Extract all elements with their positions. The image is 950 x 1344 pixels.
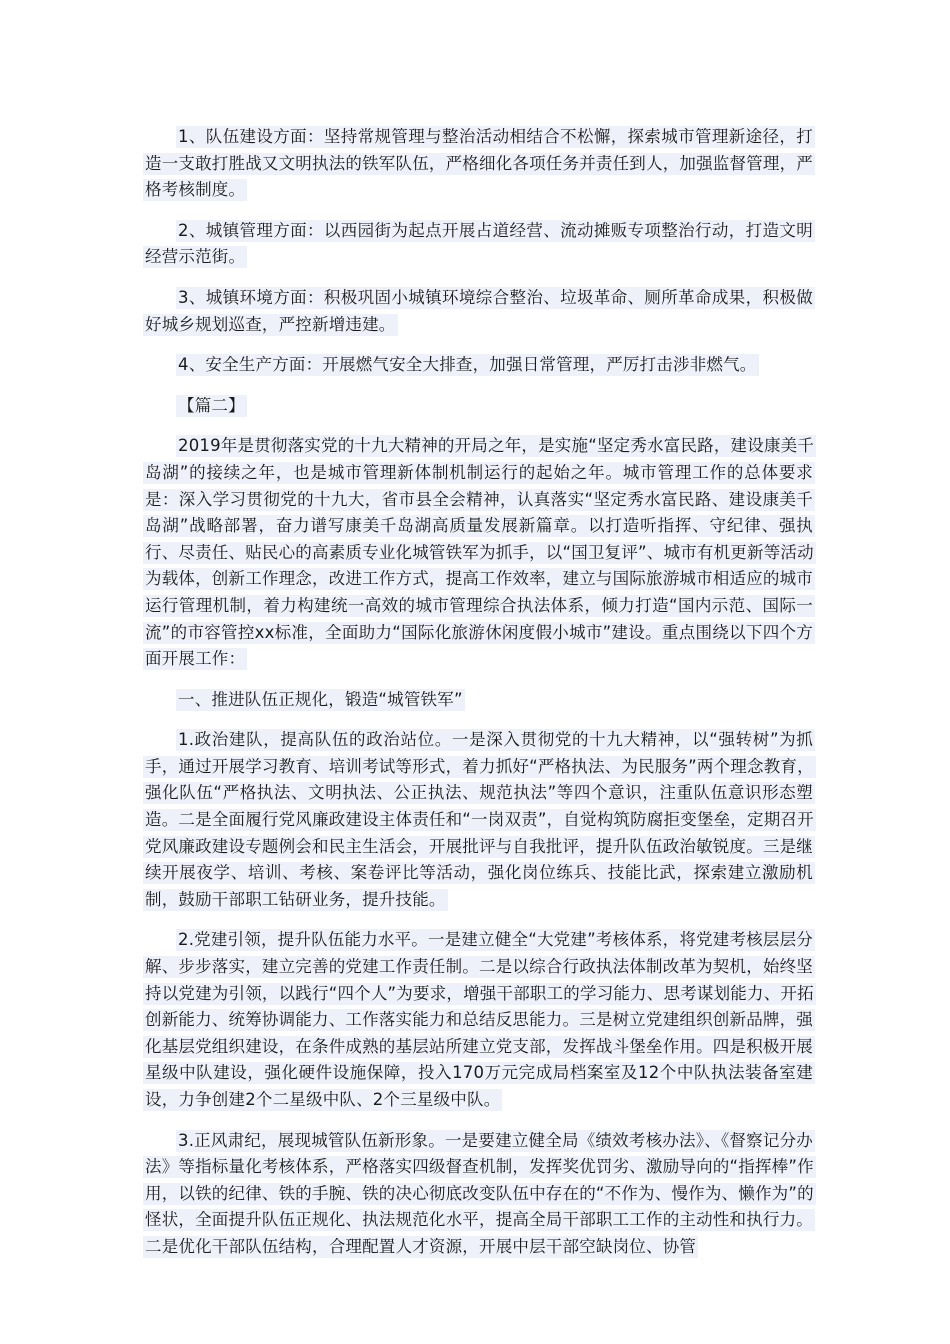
paragraph-party-leadership — [143, 927, 815, 1113]
paragraph-text: 1.政治建队，提高队伍的政治站位。一是深入贯彻党的十九大精神，以“强转树”为抓手，通过开展学习教育、培训考试等形式，着力抓好“严格执法、为民服务”两个理念教育，强化队伍“严格执法、文明执法、公正执法、规范执法”等四个意识，注重队伍意识形态塑造。二是全面履行党风廉政建设主体责任和“一岗双责”，自觉构筑防腐拒变堡垒，定期召开党风廉政建设专题例会和民主生活会，开展批评与自我批评，提升队伍政治敏锐度。三是继续开展夜学、培训、考核、案卷评比等活动，强化岗位练兵、技能比武，探索建立激励机制，鼓励干部职工钻研业务，提升技能。 — [145, 730, 814, 909]
paragraph-team-building — [143, 124, 815, 204]
heading-text: 【篇二】 — [178, 395, 245, 415]
section-heading-one — [143, 687, 815, 714]
paragraph-text: 2019年是贯彻落实党的十九大精神的开局之年，是实施“坚定秀水富民路，建设康美千岛湖”的接续之年，也是城市管理新体制机制运行的起始之年。城市管理工作的总体要求是：深入学习贯彻党的十九大，省市县全会精神，认真落实“坚定秀水富民路、建设康美千岛湖”战略部署，奋力谱写康美千岛湖高质量发展新篇章。以打造听指挥、守纪律、强执行、尽责任、贴民心的高素质专业化城管铁军为抓手，以“国卫复评”、城市有机更新等活动为载体，创新工作理念，改进工作方式，提高工作效率，建立与国际旅游城市相适应的城市运行管理机制，着力构建统一高效的城市管理综合执法体系，倾力打造“国内示范、国际一流”的市容管控xx标准，全面助力“国际化旅游休闲度假小城市”建设。重点围绕以下四个方面开展工作： — [145, 436, 815, 669]
paragraph-political-team — [143, 727, 815, 913]
document-body — [143, 124, 815, 1275]
paragraph-text: 3、城镇环境方面：积极巩固小城镇环境综合整治、垃圾革命、厕所革命成果，积极做好城乡规划巡查，严控新增违建。 — [145, 287, 813, 334]
heading-text: 一、推进队伍正规化，锻造“城管铁军” — [178, 689, 463, 709]
paragraph-text: 1、队伍建设方面：坚持常规管理与整治活动相结合不松懈，探索城市管理新途径，打造一支敢打胜战又文明执法的铁军队伍，严格细化各项任务并责任到人，加强监督管理，严格考核制度。 — [145, 127, 813, 200]
paragraph-town-environment — [143, 285, 815, 338]
paragraph-town-management — [143, 218, 815, 271]
paragraph-overview-2019 — [143, 433, 815, 672]
paragraph-safety-production — [143, 352, 815, 379]
paragraph-text: 4、安全生产方面：开展燃气安全大排查，加强日常管理，严厉打击涉非燃气。 — [178, 355, 757, 375]
paragraph-text: 2.党建引领，提升队伍能力水平。一是建立健全“大党建”考核体系，将党建考核层层分解、步步落实，建立完善的党建工作责任制。二是以综合行政执法体制改革为契机，始终坚持以党建为引领，以践行“四个人”为要求，增强干部职工的学习能力、思考谋划能力、开拓创新能力、统筹协调能力、工作落实能力和总结反思能力。三是树立党建组织创新品牌，强化基层党组织建设，在条件成熟的基层站所建立党支部，发挥战斗堡垒作用。四是积极开展星级中队建设，强化硬件设施保障，投入170万元完成局档案室及12个中队执法装备室建设，力争创建2个二星级中队、2个三星级中队。 — [145, 930, 814, 1109]
paragraph-text: 2、城镇管理方面：以西园街为起点开展占道经营、流动摊贩专项整治行动，打造文明经营示范街。 — [145, 220, 813, 267]
paragraph-discipline — [143, 1128, 815, 1261]
section-heading-part-two — [143, 393, 815, 420]
paragraph-text: 3.正风肃纪，展现城管队伍新形象。一是要建立健全局《绩效考核办法》、《督察记分办法》等指标量化考核体系，严格落实四级督查机制，发挥奖优罚劣、激励导向的“指挥棒”作用，以铁的纪律、铁的手腕、铁的决心彻底改变队伍中存在的“不作为、慢作为、懒作为”的怪状，全面提升队伍正规化、执法规范化水平，提高全局干部职工工作的主动性和执行力。二是优化干部队伍结构，合理配置人才资源，开展中层干部空缺岗位、协管 — [145, 1130, 814, 1256]
